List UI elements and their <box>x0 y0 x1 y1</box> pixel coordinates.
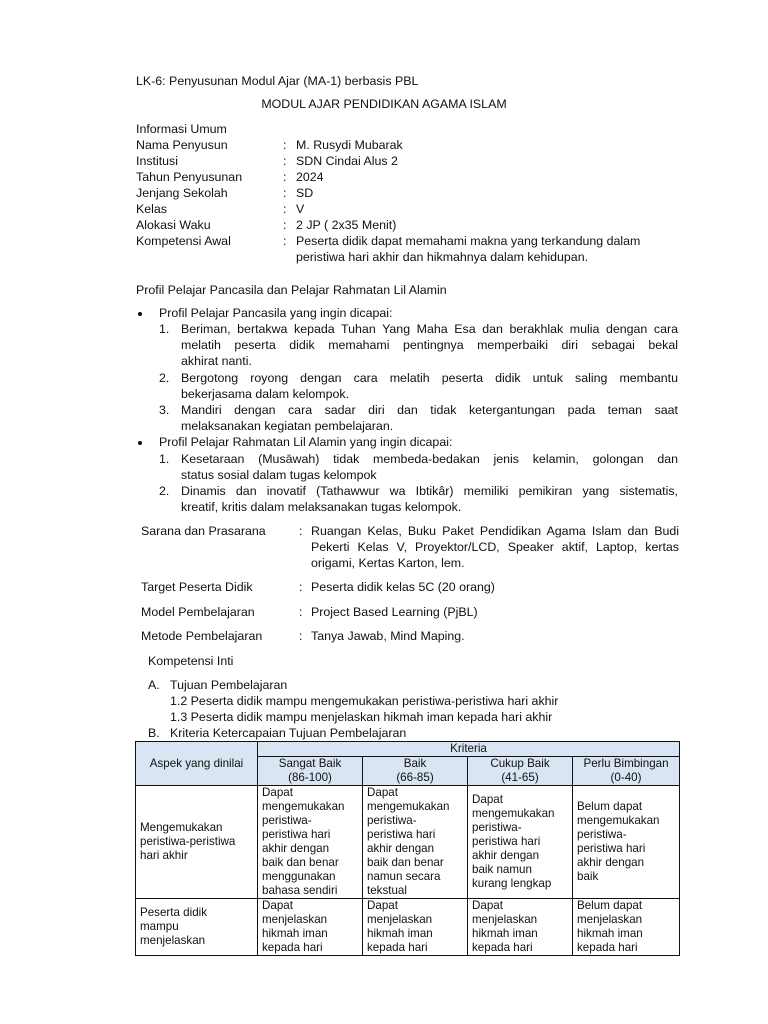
level-header: Cukup Baik (41-65) <box>468 757 573 786</box>
info-value: Peserta didik dapat memahami makna yang terkandung dalam <box>296 234 641 248</box>
info-value: SDN Cindai Alus 2 <box>296 154 398 168</box>
list-number: 2. <box>159 484 170 498</box>
info-label: Jenjang Sekolah <box>136 186 228 200</box>
list-item: Kesetaraan (Musāwah) tidak membeda-bedakan jenis kelamin, golongan dan status sosial dalam tugas kelompok <box>181 452 678 483</box>
colon: : <box>299 605 303 619</box>
colon: : <box>299 580 303 594</box>
colon: : <box>299 629 303 643</box>
list-number: 3. <box>159 403 170 417</box>
section-marker: B. <box>148 726 160 740</box>
colon: : <box>283 170 287 184</box>
tujuan-item: 1.2 Peserta didik mampu mengemukakan peristiwa-peristiwa hari akhir <box>170 694 559 708</box>
target-value: Peserta didik kelas 5C (20 orang) <box>311 580 495 594</box>
kriteria-heading: Kriteria Ketercapaian Tujuan Pembelajaran <box>170 726 407 740</box>
criteria-cell: Dapat menjelaskan hikmah iman kepada hari <box>363 899 468 956</box>
colon: : <box>283 234 287 248</box>
aspect-cell: Peserta didik mampu menjelaskan <box>136 899 258 956</box>
info-label: Institusi <box>136 154 179 168</box>
module-title: MODUL AJAR PENDIDIKAN AGAMA ISLAM <box>261 97 507 111</box>
info-value: 2024 <box>296 170 324 184</box>
criteria-cell: Dapat menjelaskan hikmah iman kepada hari <box>468 899 573 956</box>
profil-heading: Profil Pelajar Pancasila dan Pelajar Rahmatan Lil Alamin <box>136 283 447 297</box>
info-value: V <box>296 202 305 216</box>
info-heading: Informasi Umum <box>136 122 227 136</box>
info-label: Nama Penyusun <box>136 138 228 152</box>
list-number: 2. <box>159 371 170 385</box>
list-number: 1. <box>159 452 170 466</box>
sarana-label: Sarana dan Prasarana <box>141 524 266 538</box>
colon: : <box>283 202 287 216</box>
tujuan-heading: Tujuan Pembelajaran <box>170 678 288 692</box>
info-label: Alokasi Waku <box>136 218 211 232</box>
colon: : <box>299 524 303 538</box>
info-label: Tahun Penyusunan <box>136 170 243 184</box>
metode-label: Metode Pembelajaran <box>141 629 263 643</box>
sarana-value: Ruangan Kelas, Buku Paket Pendidikan Agama Islam dan Budi Pekerti Kelas V, Proyektor/LCD, Speaker aktif, Laptop, kertas origami, Kertas Karton, lem. <box>311 524 679 571</box>
aspect-header: Aspek yang dinilai <box>136 742 258 786</box>
colon: : <box>283 154 287 168</box>
level-header: Baik (66-85) <box>363 757 468 786</box>
list-item: Beriman, bertakwa kepada Tuhan Yang Maha Esa dan berakhlak mulia dengan cara melatih peserta didik memahami pentingnya memperbaiki diri sebagai bekal akhirat nanti. <box>181 322 678 369</box>
info-label: Kompetensi Awal <box>136 234 231 248</box>
colon: : <box>283 138 287 152</box>
aspect-cell: Mengemukakan peristiwa-peristiwa hari akhir <box>136 786 258 899</box>
list-item: Dinamis dan inovatif (Tathawwur wa Ibtikâr) memiliki pemikiran yang sistematis, kreatif, kritis dalam melaksanakan tugas kelompok. <box>181 484 678 515</box>
criteria-cell: Dapat mengemukakan peristiwa- peristiwa hari akhir dengan baik dan benar menggunakan bahasa sendiri <box>258 786 363 899</box>
criteria-cell: Dapat menjelaskan hikmah iman kepada hari <box>258 899 363 956</box>
table-row <box>136 899 680 956</box>
metode-value: Tanya Jawab, Mind Maping. <box>311 629 465 643</box>
colon: : <box>283 186 287 200</box>
rubric-table <box>135 741 680 956</box>
target-label: Target Peserta Didik <box>141 580 253 594</box>
list-item: Mandiri dengan cara sadar diri dan tidak ketergantungan pada teman saat melaksanakan kegiatan pembelajaran. <box>181 403 678 434</box>
info-value: SD <box>296 186 314 200</box>
kompetensi-inti-heading: Kompetensi Inti <box>148 654 234 668</box>
level-header: Perlu Bimbingan (0-40) <box>573 757 680 786</box>
table-row <box>136 786 680 899</box>
criteria-cell: Belum dapat mengemukakan peristiwa- peristiwa hari akhir dengan baik <box>573 786 680 899</box>
info-label: Kelas <box>136 202 167 216</box>
pancasila-title: Profil Pelajar Pancasila yang ingin dicapai: <box>159 306 393 320</box>
info-value: M. Rusydi Mubarak <box>296 138 403 152</box>
info-value-continued: peristiwa hari akhir dan hikmahnya dalam kehidupan. <box>296 250 589 264</box>
bullet <box>138 441 142 445</box>
level-header: Sangat Baik (86-100) <box>258 757 363 786</box>
model-value: Project Based Learning (PjBL) <box>311 605 478 619</box>
list-item: Bergotong royong dengan cara melatih peserta didik untuk saling membantu bekerjasama dalam kelompok. <box>181 371 678 402</box>
info-value: 2 JP ( 2x35 Menit) <box>296 218 397 232</box>
bullet <box>138 312 142 316</box>
colon: : <box>283 218 287 232</box>
criteria-cell: Dapat mengemukakan peristiwa- peristiwa hari akhir dengan baik namun kurang lengkap <box>468 786 573 899</box>
model-label: Model Pembelajaran <box>141 605 255 619</box>
document-title: LK-6: Penyusunan Modul Ajar (MA-1) berbasis PBL <box>136 74 419 88</box>
list-number: 1. <box>159 322 170 336</box>
tujuan-item: 1.3 Peserta didik mampu menjelaskan hikmah iman kepada hari akhir <box>170 710 553 724</box>
criteria-cell: Dapat mengemukakan peristiwa- peristiwa hari akhir dengan baik dan benar namun secara tekstual <box>363 786 468 899</box>
section-marker: A. <box>148 678 160 692</box>
rahmatan-title: Profil Pelajar Rahmatan Lil Alamin yang ingin dicapai: <box>159 435 453 449</box>
criteria-cell: Belum dapat menjelaskan hikmah iman kepada hari <box>573 899 680 956</box>
criteria-header: Kriteria <box>258 742 680 757</box>
